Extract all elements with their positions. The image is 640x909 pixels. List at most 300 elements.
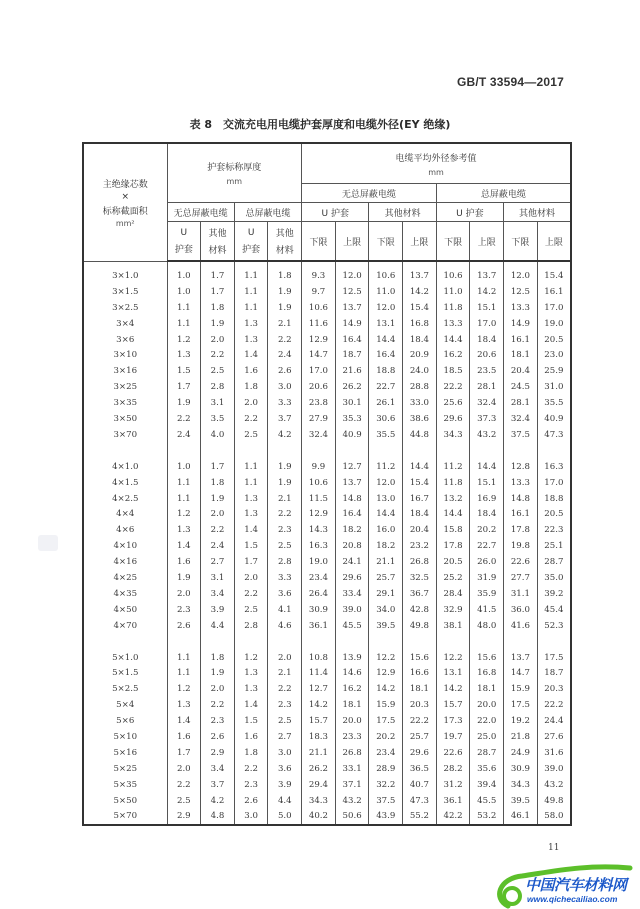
- spacer-cell: [436, 634, 470, 650]
- value-cell: 9.9: [302, 459, 336, 475]
- sheath-screen-header: 总屏蔽电缆: [234, 203, 301, 222]
- value-cell: 31.1: [504, 586, 538, 602]
- spec-cell: 4×6: [83, 522, 167, 538]
- value-cell: 15.8: [436, 522, 470, 538]
- value-cell: 20.0: [470, 697, 504, 713]
- value-cell: 16.6: [403, 665, 437, 681]
- value-cell: 37.5: [369, 793, 403, 809]
- value-cell: 12.0: [369, 300, 403, 316]
- value-cell: 25.2: [436, 570, 470, 586]
- table-row: [83, 745, 571, 761]
- value-cell: 41.5: [470, 602, 504, 618]
- value-cell: 26.2: [302, 761, 336, 777]
- value-cell: 37.1: [335, 777, 369, 793]
- value-cell: 1.3: [167, 347, 201, 363]
- value-cell: 13.7: [335, 475, 369, 491]
- value-cell: 3.7: [201, 777, 235, 793]
- value-cell: 1.1: [234, 300, 268, 316]
- spec-cell: 5×50: [83, 793, 167, 809]
- value-cell: 28.7: [537, 554, 571, 570]
- value-cell: 2.2: [167, 777, 201, 793]
- value-cell: 24.4: [537, 713, 571, 729]
- value-cell: 52.3: [537, 618, 571, 634]
- value-cell: 2.6: [268, 363, 302, 379]
- value-cell: 18.2: [369, 538, 403, 554]
- spec-cell: 4×1.5: [83, 475, 167, 491]
- value-cell: 9.7: [302, 284, 336, 300]
- table-row: [83, 761, 571, 777]
- value-cell: 22.3: [537, 522, 571, 538]
- value-cell: 28.1: [504, 395, 538, 411]
- value-cell: 11.2: [369, 459, 403, 475]
- value-cell: 36.5: [403, 761, 437, 777]
- value-cell: 23.3: [335, 729, 369, 745]
- diameter-header-unit: mm: [428, 167, 444, 177]
- value-cell: 1.9: [268, 300, 302, 316]
- table-row: [83, 777, 571, 793]
- value-cell: 22.0: [470, 713, 504, 729]
- value-cell: 17.8: [504, 522, 538, 538]
- value-cell: 16.4: [335, 332, 369, 348]
- value-cell: 18.4: [470, 506, 504, 522]
- group-spacer-row: [83, 634, 571, 650]
- value-cell: 17.5: [537, 650, 571, 666]
- value-cell: 1.8: [201, 300, 235, 316]
- spacer-cell: [83, 443, 167, 459]
- value-cell: 19.0: [537, 316, 571, 332]
- spec-cell: 4×35: [83, 586, 167, 602]
- value-cell: 48.0: [470, 618, 504, 634]
- value-cell: 24.5: [504, 379, 538, 395]
- value-cell: 20.4: [403, 522, 437, 538]
- value-cell: 16.0: [369, 522, 403, 538]
- value-cell: 16.1: [504, 332, 538, 348]
- table-row: [83, 427, 571, 443]
- sheath-no-screen-header: 无总屏蔽电缆: [167, 203, 234, 222]
- table-row: [83, 284, 571, 300]
- value-cell: 16.3: [537, 459, 571, 475]
- value-cell: 15.9: [504, 681, 538, 697]
- value-cell: 11.5: [302, 491, 336, 507]
- value-cell: 12.0: [504, 261, 538, 284]
- spacer-cell: [335, 443, 369, 459]
- table-row: [83, 554, 571, 570]
- value-cell: 32.5: [403, 570, 437, 586]
- table-row: [83, 522, 571, 538]
- value-cell: 16.4: [335, 506, 369, 522]
- spec-header-unit: mm²: [115, 218, 135, 228]
- table-row: [83, 538, 571, 554]
- value-cell: 1.4: [234, 697, 268, 713]
- value-cell: 4.2: [268, 427, 302, 443]
- value-cell: 14.2: [369, 681, 403, 697]
- value-cell: 24.1: [335, 554, 369, 570]
- value-cell: 25.1: [537, 538, 571, 554]
- spacer-cell: [470, 443, 504, 459]
- value-cell: 18.8: [537, 491, 571, 507]
- value-cell: 14.2: [470, 284, 504, 300]
- value-cell: 1.9: [268, 284, 302, 300]
- value-cell: 3.3: [268, 395, 302, 411]
- value-cell: 16.9: [470, 491, 504, 507]
- spacer-cell: [201, 443, 235, 459]
- value-cell: 20.5: [537, 506, 571, 522]
- value-cell: 2.8: [201, 379, 235, 395]
- value-cell: 12.9: [302, 506, 336, 522]
- value-cell: 2.5: [234, 427, 268, 443]
- value-cell: 2.5: [167, 793, 201, 809]
- value-cell: 31.9: [470, 570, 504, 586]
- value-cell: 2.5: [268, 713, 302, 729]
- spacer-cell: [537, 443, 571, 459]
- value-cell: 22.2: [403, 713, 437, 729]
- table-body: [83, 261, 571, 825]
- value-cell: 20.3: [537, 681, 571, 697]
- sheath-thickness-header: [167, 143, 302, 203]
- table-row: [83, 650, 571, 666]
- value-cell: 15.1: [470, 475, 504, 491]
- value-cell: 19.8: [504, 538, 538, 554]
- table-row: [83, 491, 571, 507]
- value-cell: 1.9: [201, 491, 235, 507]
- value-cell: 11.4: [302, 665, 336, 681]
- spec-cell: 4×4: [83, 506, 167, 522]
- spec-cell: 4×1.0: [83, 459, 167, 475]
- value-cell: 28.8: [403, 379, 437, 395]
- value-cell: 11.6: [302, 316, 336, 332]
- value-cell: 10.6: [436, 261, 470, 284]
- value-cell: 2.8: [268, 554, 302, 570]
- watermark-brand-name: 中国汽车材料网: [525, 876, 627, 894]
- value-cell: 1.7: [201, 284, 235, 300]
- value-cell: 31.2: [436, 777, 470, 793]
- value-cell: 20.0: [335, 713, 369, 729]
- value-cell: 12.2: [436, 650, 470, 666]
- value-cell: 40.7: [403, 777, 437, 793]
- value-cell: 20.3: [403, 697, 437, 713]
- value-cell: 12.2: [369, 650, 403, 666]
- lower-limit-header: 下限: [302, 222, 336, 262]
- value-cell: 14.8: [335, 491, 369, 507]
- spec-cell: 4×25: [83, 570, 167, 586]
- value-cell: 2.3: [167, 602, 201, 618]
- value-cell: 2.9: [167, 809, 201, 826]
- value-cell: 1.0: [167, 284, 201, 300]
- spec-cell: 5×1.0: [83, 650, 167, 666]
- value-cell: 2.3: [234, 777, 268, 793]
- value-cell: 31.0: [537, 379, 571, 395]
- spec-cell: 3×1.5: [83, 284, 167, 300]
- spec-cell: 3×16: [83, 363, 167, 379]
- sheath-header-label: 护套标称厚度: [207, 163, 262, 173]
- table-row: [83, 793, 571, 809]
- page-number: 11: [548, 843, 560, 853]
- value-cell: 13.7: [470, 261, 504, 284]
- table-title: 表 8 交流充电用电缆护套厚度和电缆外径(EY 绝缘): [189, 118, 451, 131]
- value-cell: 22.2: [436, 379, 470, 395]
- value-cell: 13.1: [369, 316, 403, 332]
- spec-cell: 5×2.5: [83, 681, 167, 697]
- spec-cell: 3×1.0: [83, 261, 167, 284]
- table-row: [83, 713, 571, 729]
- value-cell: 1.9: [268, 475, 302, 491]
- value-cell: 16.8: [403, 316, 437, 332]
- value-cell: 14.7: [504, 665, 538, 681]
- table-row: [83, 261, 571, 284]
- value-cell: 18.8: [369, 363, 403, 379]
- value-cell: 1.5: [234, 538, 268, 554]
- value-cell: 1.4: [167, 538, 201, 554]
- value-cell: 45.5: [335, 618, 369, 634]
- value-cell: 32.2: [369, 777, 403, 793]
- value-cell: 2.2: [201, 522, 235, 538]
- value-cell: 14.4: [369, 506, 403, 522]
- value-cell: 3.0: [268, 379, 302, 395]
- value-cell: 18.4: [403, 332, 437, 348]
- spacer-cell: [436, 443, 470, 459]
- value-cell: 2.2: [234, 761, 268, 777]
- value-cell: 2.3: [268, 697, 302, 713]
- value-cell: 11.2: [436, 459, 470, 475]
- spec-cell: 4×16: [83, 554, 167, 570]
- spec-cell: 5×16: [83, 745, 167, 761]
- spacer-cell: [268, 634, 302, 650]
- value-cell: 1.9: [201, 665, 235, 681]
- value-cell: 12.9: [302, 332, 336, 348]
- value-cell: 33.0: [403, 395, 437, 411]
- value-cell: 2.0: [268, 650, 302, 666]
- value-cell: 3.0: [268, 745, 302, 761]
- value-cell: 29.6: [436, 411, 470, 427]
- value-cell: 21.6: [335, 363, 369, 379]
- value-cell: 45.4: [537, 602, 571, 618]
- value-cell: 3.9: [201, 602, 235, 618]
- value-cell: 21.8: [504, 729, 538, 745]
- value-cell: 17.8: [436, 538, 470, 554]
- spacer-cell: [369, 634, 403, 650]
- value-cell: 1.6: [167, 554, 201, 570]
- value-cell: 14.4: [436, 506, 470, 522]
- value-cell: 12.0: [369, 475, 403, 491]
- value-cell: 2.0: [234, 395, 268, 411]
- value-cell: 2.4: [201, 538, 235, 554]
- value-cell: 10.6: [302, 475, 336, 491]
- scan-artifact: [38, 535, 58, 551]
- value-cell: 37.5: [504, 427, 538, 443]
- value-cell: 2.1: [268, 665, 302, 681]
- value-cell: 1.3: [234, 665, 268, 681]
- value-cell: 1.4: [234, 522, 268, 538]
- spacer-cell: [537, 634, 571, 650]
- value-cell: 28.9: [369, 761, 403, 777]
- value-cell: 28.1: [470, 379, 504, 395]
- value-cell: 22.7: [470, 538, 504, 554]
- value-cell: 18.3: [302, 729, 336, 745]
- value-cell: 2.4: [268, 347, 302, 363]
- spec-cell: 5×35: [83, 777, 167, 793]
- value-cell: 26.2: [335, 379, 369, 395]
- value-cell: 34.3: [302, 793, 336, 809]
- spec-cell: 5×70: [83, 809, 167, 826]
- value-cell: 39.2: [537, 586, 571, 602]
- value-cell: 1.6: [234, 729, 268, 745]
- value-cell: 35.0: [537, 570, 571, 586]
- value-cell: 2.0: [201, 332, 235, 348]
- value-cell: 13.3: [504, 300, 538, 316]
- cable-sheath-table: [82, 142, 572, 826]
- value-cell: 1.9: [201, 316, 235, 332]
- value-cell: 2.9: [201, 745, 235, 761]
- diam-s-other-header: 其他材料: [504, 203, 571, 222]
- value-cell: 2.3: [201, 713, 235, 729]
- spacer-cell: [335, 634, 369, 650]
- spacer-cell: [504, 634, 538, 650]
- value-cell: 18.1: [470, 681, 504, 697]
- value-cell: 1.7: [234, 554, 268, 570]
- spec-cell: 5×4: [83, 697, 167, 713]
- sheath-s-other-header: [268, 222, 302, 262]
- value-cell: 18.2: [335, 522, 369, 538]
- value-cell: 13.7: [335, 300, 369, 316]
- table-row: [83, 379, 571, 395]
- value-cell: 18.4: [403, 506, 437, 522]
- value-cell: 22.2: [537, 697, 571, 713]
- value-cell: 1.1: [167, 475, 201, 491]
- table-row: [83, 681, 571, 697]
- value-cell: 20.5: [537, 332, 571, 348]
- sheath-ns-u-header: [167, 222, 201, 262]
- value-cell: 1.6: [167, 729, 201, 745]
- upper-limit-header: 上限: [403, 222, 437, 262]
- value-cell: 2.0: [234, 570, 268, 586]
- value-cell: 38.6: [403, 411, 437, 427]
- value-cell: 1.3: [234, 681, 268, 697]
- value-cell: 1.2: [167, 681, 201, 697]
- table-row: [83, 809, 571, 826]
- value-cell: 4.0: [201, 427, 235, 443]
- table-row: [83, 459, 571, 475]
- value-cell: 36.1: [302, 618, 336, 634]
- value-cell: 15.4: [403, 300, 437, 316]
- value-cell: 10.8: [302, 650, 336, 666]
- spec-cell: 3×6: [83, 332, 167, 348]
- spec-cell: 5×10: [83, 729, 167, 745]
- value-cell: 23.0: [537, 347, 571, 363]
- value-cell: 1.0: [167, 261, 201, 284]
- value-cell: 21.1: [302, 745, 336, 761]
- value-cell: 41.6: [504, 618, 538, 634]
- table-row: [83, 697, 571, 713]
- value-cell: 20.5: [436, 554, 470, 570]
- diam-ns-other-header: 其他材料: [369, 203, 436, 222]
- diam-ns-u-header: U 护套: [302, 203, 369, 222]
- diameter-header-label: 电缆平均外径参考值: [395, 153, 477, 164]
- value-cell: 2.4: [167, 427, 201, 443]
- value-cell: 35.5: [537, 395, 571, 411]
- value-cell: 47.3: [403, 793, 437, 809]
- upper-limit-header: 上限: [335, 222, 369, 262]
- value-cell: 1.3: [167, 522, 201, 538]
- table-row: [83, 332, 571, 348]
- spec-header-line2: ×: [121, 191, 130, 202]
- table-row: [83, 570, 571, 586]
- value-cell: 14.2: [436, 681, 470, 697]
- value-cell: 15.6: [470, 650, 504, 666]
- value-cell: 2.2: [268, 681, 302, 697]
- value-cell: 3.4: [201, 586, 235, 602]
- value-cell: 26.1: [369, 395, 403, 411]
- value-cell: 32.4: [302, 427, 336, 443]
- value-cell: 1.8: [234, 379, 268, 395]
- value-cell: 20.6: [302, 379, 336, 395]
- value-cell: 42.8: [403, 602, 437, 618]
- value-cell: 14.9: [335, 316, 369, 332]
- value-cell: 32.9: [436, 602, 470, 618]
- value-cell: 1.3: [234, 491, 268, 507]
- value-cell: 2.0: [167, 586, 201, 602]
- value-cell: 29.4: [302, 777, 336, 793]
- value-cell: 18.1: [403, 681, 437, 697]
- value-cell: 1.2: [167, 506, 201, 522]
- value-cell: 23.2: [403, 538, 437, 554]
- value-cell: 27.6: [537, 729, 571, 745]
- value-cell: 17.3: [436, 713, 470, 729]
- value-cell: 13.7: [403, 261, 437, 284]
- value-cell: 29.6: [335, 570, 369, 586]
- value-cell: 36.0: [504, 602, 538, 618]
- value-cell: 20.8: [335, 538, 369, 554]
- value-cell: 21.1: [369, 554, 403, 570]
- value-cell: 44.8: [403, 427, 437, 443]
- value-cell: 47.3: [537, 427, 571, 443]
- value-cell: 2.6: [201, 729, 235, 745]
- value-cell: 24.9: [504, 745, 538, 761]
- value-cell: 15.1: [470, 300, 504, 316]
- value-cell: 2.0: [167, 761, 201, 777]
- value-cell: 28.2: [436, 761, 470, 777]
- value-cell: 26.8: [403, 554, 437, 570]
- spec-cell: 5×1.5: [83, 665, 167, 681]
- value-cell: 58.0: [537, 809, 571, 826]
- watermark-url: www.qichecailiao.com: [527, 894, 618, 904]
- value-cell: 2.2: [201, 697, 235, 713]
- value-cell: 39.5: [504, 793, 538, 809]
- stacked-line2: 护套: [174, 244, 193, 255]
- value-cell: 3.3: [268, 570, 302, 586]
- stacked-line2: 护套: [242, 244, 261, 255]
- value-cell: 13.1: [436, 665, 470, 681]
- value-cell: 1.8: [268, 261, 302, 284]
- value-cell: 16.1: [504, 506, 538, 522]
- value-cell: 1.6: [234, 363, 268, 379]
- value-cell: 53.2: [470, 809, 504, 826]
- spacer-cell: [234, 634, 268, 650]
- value-cell: 11.8: [436, 475, 470, 491]
- spec-cell: 3×50: [83, 411, 167, 427]
- value-cell: 45.5: [470, 793, 504, 809]
- value-cell: 25.7: [369, 570, 403, 586]
- value-cell: 2.3: [268, 522, 302, 538]
- standard-code: GB/T 33594—2017: [456, 75, 564, 89]
- value-cell: 50.6: [335, 809, 369, 826]
- spec-cell: 3×4: [83, 316, 167, 332]
- value-cell: 19.0: [302, 554, 336, 570]
- value-cell: 32.4: [504, 411, 538, 427]
- value-cell: 2.6: [234, 793, 268, 809]
- diam-s-u-header: U 护套: [436, 203, 503, 222]
- value-cell: 1.9: [268, 459, 302, 475]
- value-cell: 31.6: [537, 745, 571, 761]
